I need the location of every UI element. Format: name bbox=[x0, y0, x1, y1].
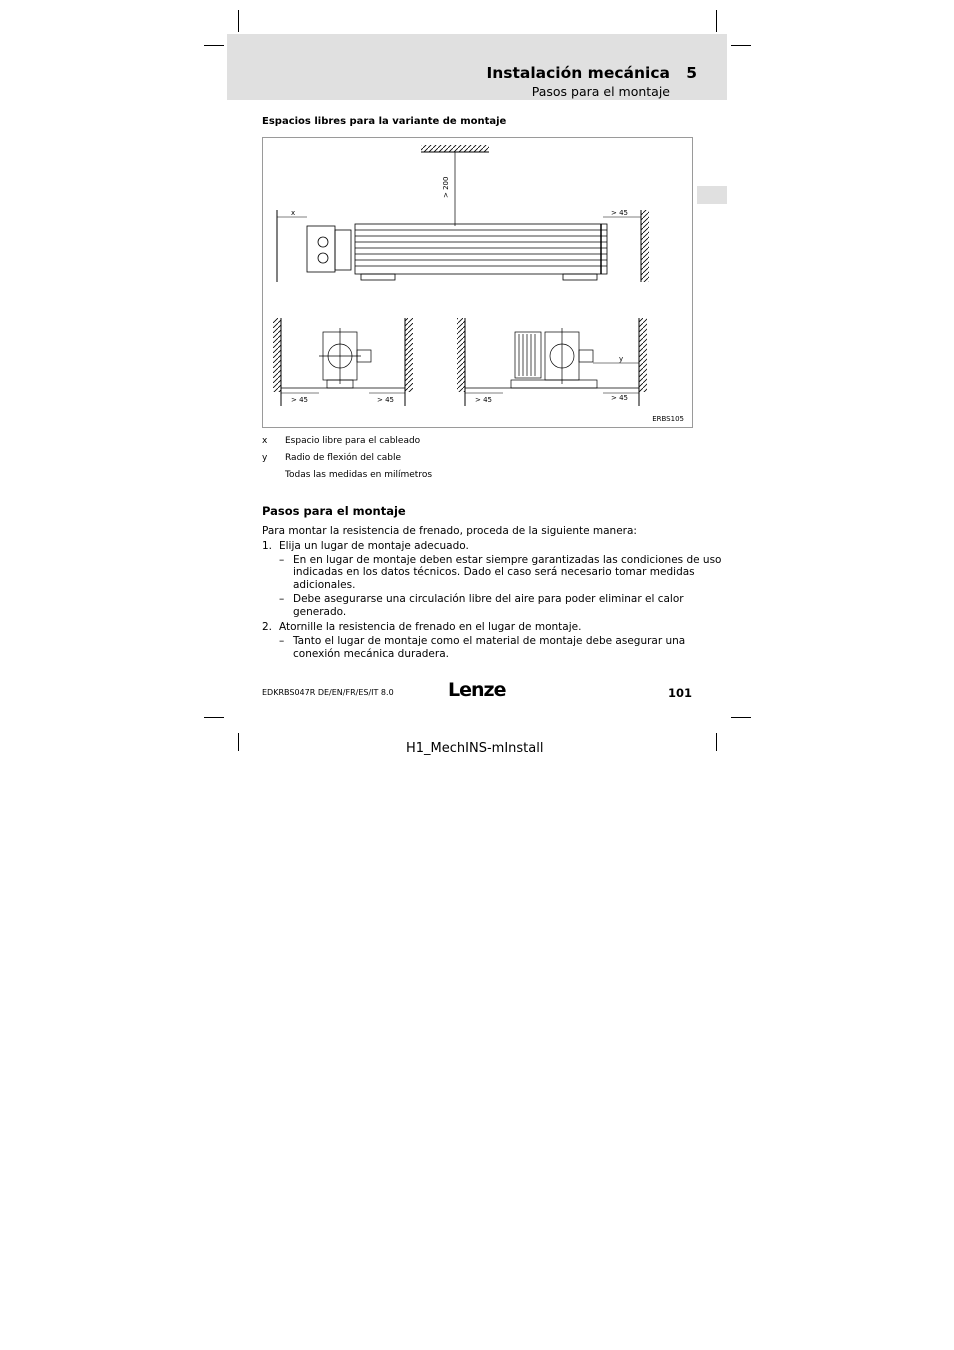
brake-resistor-front-view bbox=[281, 328, 405, 388]
legend-text-units: Todas las medidas en milímetros bbox=[285, 470, 433, 480]
chapter-tab-marker bbox=[697, 186, 727, 204]
step-number: 1. bbox=[262, 540, 273, 552]
figure-id: ERBS105 bbox=[652, 415, 684, 423]
bullet-text: Debe asegurarse una circulación libre del aire para poder eliminar el calor bbox=[293, 593, 684, 605]
clearance-label-br-right: > 45 bbox=[611, 394, 628, 402]
bullet-dash: – bbox=[279, 635, 285, 647]
lenze-logo: Lenze bbox=[448, 679, 506, 701]
crop-mark bbox=[716, 733, 717, 751]
chapter-title: Instalación mecánica bbox=[486, 64, 670, 82]
figure-caption: Espacios libres para la variante de montaje bbox=[262, 116, 507, 127]
mounting-clearance-figure bbox=[262, 137, 693, 428]
brake-resistor-mounted-view bbox=[465, 328, 639, 388]
chapter-subtitle: Pasos para el montaje bbox=[531, 84, 670, 99]
clearance-label-br-left: > 45 bbox=[475, 396, 492, 404]
bullet-dash: – bbox=[279, 593, 285, 605]
bullet-text: conexión mecánica duradera. bbox=[293, 648, 449, 660]
intro-paragraph: Para montar la resistencia de frenado, proceda de la siguiente manera: bbox=[262, 525, 637, 537]
step-number: 2. bbox=[262, 621, 273, 633]
x-label: x bbox=[291, 209, 296, 217]
crop-mark bbox=[238, 733, 239, 751]
side-clearance-label: > 45 bbox=[611, 209, 628, 217]
file-slug: H1_MechINS-mInstall bbox=[406, 741, 544, 756]
crop-mark bbox=[238, 10, 239, 32]
crop-mark bbox=[204, 717, 224, 718]
bullet-text: Tanto el lugar de montaje como el material de montaje debe asegurar una bbox=[293, 635, 686, 647]
step-text: Atornille la resistencia de frenado en el lugar de montaje. bbox=[279, 621, 582, 633]
bullet-text: En en lugar de montaje deben estar siempre garantizadas las condiciones de uso bbox=[293, 554, 722, 566]
bullet-text: adicionales. bbox=[293, 579, 356, 591]
chapter-number: 5 bbox=[686, 64, 697, 82]
bullet-text: indicadas en los datos técnicos. Dado el caso será necesario tomar medidas bbox=[293, 566, 695, 578]
bullet-text: generado. bbox=[293, 606, 347, 618]
page-number: 101 bbox=[667, 686, 692, 700]
crop-mark bbox=[731, 45, 751, 46]
right-wall bbox=[641, 210, 649, 282]
legend-key-y: y bbox=[262, 453, 268, 463]
y-label: y bbox=[619, 355, 624, 363]
brake-resistor-side-view bbox=[307, 224, 607, 280]
crop-mark bbox=[204, 45, 224, 46]
legend-text-y: Radio de flexión del cable bbox=[285, 453, 402, 463]
step-text: Elija un lugar de montaje adecuado. bbox=[279, 540, 469, 552]
clearance-drawing bbox=[263, 138, 694, 429]
ceiling-wall bbox=[421, 145, 489, 152]
legend-key-x: x bbox=[262, 436, 268, 446]
legend-text-x: Espacio libre para el cableado bbox=[285, 436, 421, 446]
section-heading: Pasos para el montaje bbox=[262, 504, 406, 518]
page-header bbox=[227, 34, 727, 100]
crop-mark bbox=[731, 717, 751, 718]
bullet-dash: – bbox=[279, 554, 285, 566]
crop-mark bbox=[716, 10, 717, 32]
clearance-label-bl-right: > 45 bbox=[377, 396, 394, 404]
clearance-label-bl-left: > 45 bbox=[291, 396, 308, 404]
document-code: EDKRBS047R DE/EN/FR/ES/IT 8.0 bbox=[262, 688, 394, 697]
top-clearance-label: > 200 bbox=[442, 176, 450, 198]
